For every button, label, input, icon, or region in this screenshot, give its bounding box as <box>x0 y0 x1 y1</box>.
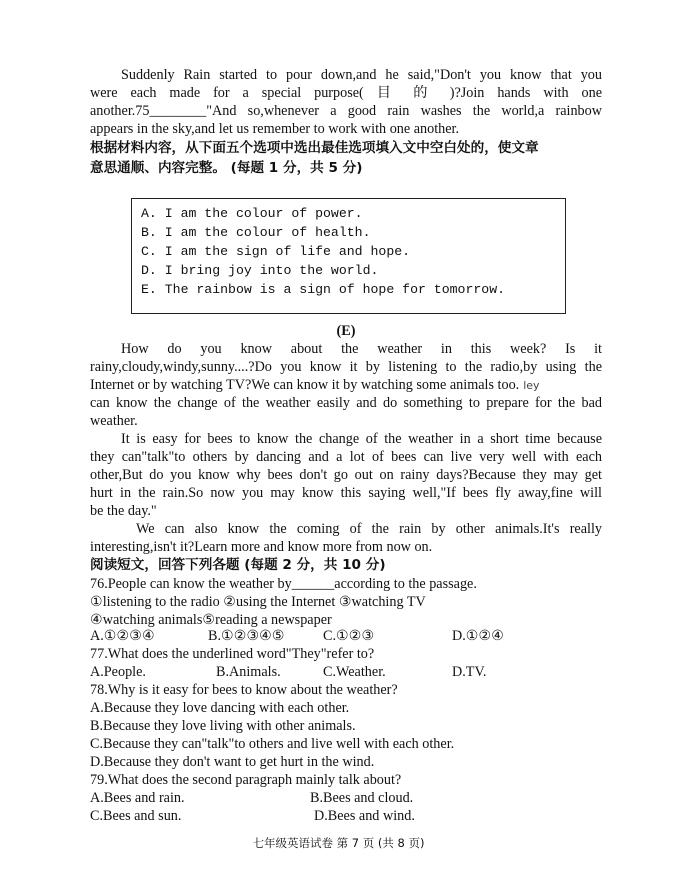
p2-line-5: be the day." <box>90 503 157 519</box>
q79-stem: 79.What does the second paragraph mainly talk about? <box>90 772 402 788</box>
reading-instruction: 阅读短文，回答下列各题 (每题 2 分，共 10 分) <box>90 557 386 573</box>
story-line-3: another.75________"And so,whenever a good rain washes the world,a rainbow <box>90 103 602 119</box>
option-e: E. The rainbow is a sign of hope for tomorrow. <box>141 282 506 297</box>
cloze-instruction-line-2: 意思通顺、内容完整。 (每题 1 分，共 5 分) <box>90 160 363 176</box>
q76-option-b: B.①②③④⑤ <box>208 628 285 644</box>
section-title: (E) <box>336 323 356 339</box>
p1-line-3 <box>90 376 602 395</box>
cloze-instruction-line-1: 根据材料内容，从下面五个选项中选出最佳选项填入文中空白处的，使文章 <box>90 140 539 156</box>
q78-option-b: B.Because they love living with other animals. <box>90 718 356 734</box>
p3-line-2: interesting,isn't it?Learn more and know more from now on. <box>90 539 433 555</box>
q77-option-d: D.TV. <box>452 664 487 680</box>
page-footer: 七年级英语试卷 第 7 页 (共 8 页) <box>252 836 425 850</box>
q76-option-c: C.①②③ <box>323 628 375 644</box>
option-d: D. I bring joy into the world. <box>141 263 379 278</box>
q76-choices-line-1: ①listening to the radio ②using the Internet ③watching TV <box>90 594 426 610</box>
q76-option-d: D.①②④ <box>452 628 504 644</box>
q78-stem: 78.Why is it easy for bees to know about the weather? <box>90 682 398 698</box>
options-box <box>131 198 566 314</box>
handwritten-note: ley <box>523 379 540 392</box>
option-b: B. I am the colour of health. <box>141 225 371 240</box>
q77-option-c: C.Weather. <box>323 664 386 680</box>
p1-line-4: can know the change of the weather easily and do something to prepare for the bad <box>90 395 602 411</box>
p2-line-2: they can"talk"to others by dancing and a lot of bees can live very well with each <box>90 449 602 465</box>
q77-option-a: A.People. <box>90 664 146 680</box>
q78-option-a: A.Because they love dancing with each other. <box>90 700 350 716</box>
q78-option-d: D.Because they don't want to get hurt in the wind. <box>90 754 375 770</box>
p3-line-1: We can also know the coming of the rain by other animals.It's really <box>136 521 602 537</box>
p1-line-3-text: Internet or by watching TV?We can know it by watching some animals too. <box>90 377 520 393</box>
q79-option-c: C.Bees and sun. <box>90 808 182 824</box>
story-line-4: appears in the sky,and let us remember to work with one another. <box>90 121 460 137</box>
q79-option-b: B.Bees and cloud. <box>310 790 414 806</box>
q76-option-a: A.①②③④ <box>90 628 155 644</box>
p1-line-5: weather. <box>90 413 138 429</box>
p2-line-4: hurt in the rain.So now you may know this saying well,"If bees fly away,fine will <box>90 485 602 501</box>
q77-stem: 77.What does the underlined word"They"refer to? <box>90 646 375 662</box>
p2-line-3: other,But do you know why bees don't go out on rainy days?Because they may get <box>90 467 602 483</box>
p2-line-1: It is easy for bees to know the change of the weather in a short time because <box>121 431 602 447</box>
q79-option-d: D.Bees and wind. <box>314 808 415 824</box>
q76-choices-line-2: ④watching animals⑤reading a newspaper <box>90 612 332 628</box>
q76-stem: 76.People can know the weather by______according to the passage. <box>90 576 477 592</box>
q79-option-a: A.Bees and rain. <box>90 790 185 806</box>
q78-option-c: C.Because they can"talk"to others and live well with each other. <box>90 736 455 752</box>
p1-line-2: rainy,cloudy,windy,sunny....?Do you know it by listening to the radio,by using the <box>90 359 602 375</box>
story-line-1: Suddenly Rain started to pour down,and he said,"Don't you know that you <box>121 67 602 83</box>
story-line-2: were each made for a special purpose( 目 的 )?Join hands with one <box>90 85 602 101</box>
option-a: A. I am the colour of power. <box>141 206 363 221</box>
q77-option-b: B.Animals. <box>216 664 281 680</box>
option-c: C. I am the sign of life and hope. <box>141 244 411 259</box>
p1-line-1: How do you know about the weather in this week? Is it <box>121 341 602 357</box>
